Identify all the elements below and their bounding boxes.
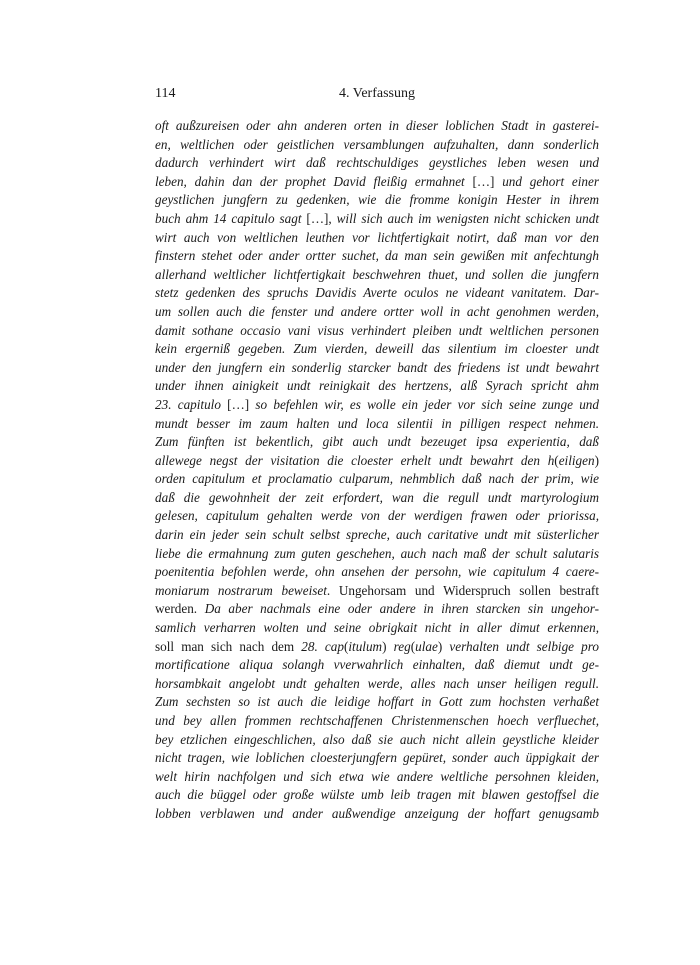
italic-text: mortificatione aliqua solangh vverwahrlich einhalten, daß diemut undt ge- xyxy=(155,657,599,673)
italic-text: samlich verharren wolten und seine obrigkait nicht in aller dimut erkennen, xyxy=(155,620,599,636)
text-line xyxy=(155,805,599,824)
roman-text: ) xyxy=(437,638,443,654)
italic-text: geystlichen jungfern zu gedenken, wie die fromme konigin Hester in ihrem xyxy=(155,192,599,208)
italic-text: buch ahm 14 capitulo sagt xyxy=(155,210,307,226)
text-line xyxy=(155,266,599,285)
roman-text: ( xyxy=(554,452,559,468)
text-line xyxy=(155,173,599,192)
italic-text: under ihnen ainigkeit undt reinigkait des hertzens, alß Syrach spricht ahm xyxy=(155,378,599,394)
text-line xyxy=(155,693,599,712)
text-line xyxy=(155,563,599,582)
italic-text: 28. cap xyxy=(301,638,344,654)
italic-text: allewege negst der visitation die cloester erhelt undt bewahrt den h xyxy=(155,452,555,468)
text-line xyxy=(155,415,599,434)
italic-text: reg xyxy=(386,638,411,654)
italic-text: itulum xyxy=(348,638,383,654)
text-line xyxy=(155,507,599,526)
text-line xyxy=(155,229,599,248)
italic-text: nicht tragen, wie loblichen cloesterjungfern gepüret, sonder auch üppigkait der xyxy=(155,750,599,766)
italic-text: stetz gedenken des spruchs Davidis Averte oculos ne videant vanitatem. Dar- xyxy=(155,285,599,301)
italic-text: dadurch verhindert wirt daß rechtschuldiges geystliches leben wesen und xyxy=(155,155,599,171)
roman-text: soll man sich nach dem xyxy=(155,638,302,654)
text-line xyxy=(155,359,599,378)
italic-text: um sollen auch die fenster und andere ortter woll in acht genohmen werden, xyxy=(155,303,599,319)
text-line xyxy=(155,600,599,619)
text-line xyxy=(155,322,599,341)
text-line xyxy=(155,210,599,229)
italic-text: damit sothane occasio vani visus verhindert pleiben undt weltlichen personen xyxy=(155,322,599,338)
italic-text: 23. capitulo xyxy=(155,396,228,412)
italic-text: Zum fünften ist bekentlich, gibt auch undt bezeuget ipsa experientia, daß xyxy=(155,434,599,450)
text-line xyxy=(155,247,599,266)
text-line xyxy=(155,545,599,564)
italic-text: horsambkait angelobt undt gehalten werde, alles nach unser heiligen regull. xyxy=(155,675,599,691)
roman-text: […] xyxy=(472,173,495,189)
italic-text: Da aber nachmals eine oder andere in ihren starcken sin ungehor- xyxy=(204,601,599,617)
italic-text: moniarum nostrarum beweiset xyxy=(155,582,327,598)
roman-text: ( xyxy=(410,638,416,654)
text-line xyxy=(155,786,599,805)
text-line xyxy=(155,340,599,359)
italic-text: und bey allen frommen rechtschaffenen Christenmenschen hoech verfluechet, xyxy=(155,713,599,728)
italic-text: daß die gewohnheit der zeit erfordert, wan die regull undt martyrologium xyxy=(155,489,599,505)
italic-text: oft außzureisen oder ahn anderen orten in dieser loblichen Stadt in gasterei- xyxy=(155,118,599,133)
text-line xyxy=(155,731,599,750)
italic-text: darin ein jeder sein schult selbst spreche, auch caritative undt mit süsterlicher xyxy=(155,527,599,543)
italic-text: en, weltlichen oder geistlichen versamblungen aufzuhalten, dann sonderlich xyxy=(155,136,599,152)
running-head: 4. Verfassung xyxy=(339,86,415,101)
text-line xyxy=(155,638,599,657)
text-line xyxy=(155,191,599,210)
roman-text: ( xyxy=(343,638,349,654)
text-line xyxy=(155,526,599,545)
italic-text: liebe die ermahnung zum guten geschehen, auch nach maß der schult salutaris xyxy=(155,545,599,561)
roman-text: ) xyxy=(594,452,599,468)
text-line xyxy=(155,768,599,787)
italic-text: finstern stehet oder ander ortter suchet, da man sein gewißen mit anfechtungh xyxy=(155,248,599,264)
text-line xyxy=(155,489,599,508)
italic-text: bey etzlichen eingeschlichen, also daß sie auch nicht allein geystliche kleider xyxy=(155,731,599,747)
body-text xyxy=(155,117,599,824)
italic-text: mundt besser im zaum halten und loca silentii in pilligen respect nehmen. xyxy=(155,415,599,431)
text-line xyxy=(155,284,599,303)
italic-text: kein ergerniß gegeben. Zum vierden, deweill das silentium im cloester undt xyxy=(155,341,599,357)
italic-text: verhalten undt selbige pro xyxy=(442,638,599,654)
roman-text: […], xyxy=(306,210,332,226)
text-line xyxy=(155,303,599,322)
text-line xyxy=(155,712,599,731)
italic-text: lobben verblawen und ander außwendige anzeigung der hoffart genugsamb xyxy=(155,805,599,821)
italic-text: ulae xyxy=(415,638,438,654)
italic-text: auch die büggel oder große wülste umb leib tragen mit blawen gestoffsel die xyxy=(155,787,599,803)
italic-text: eiligen xyxy=(558,452,595,468)
text-line xyxy=(155,656,599,675)
text-line xyxy=(155,582,599,601)
text-line xyxy=(155,433,599,452)
italic-text: gelesen, capitulum gehalten werde von der werdigen frawen oder priorissa, xyxy=(155,508,599,524)
italic-text: und gehort einer xyxy=(494,173,599,189)
italic-text: allerhand weltlicher lichtfertigkait beschwehren thuet, und sollen die jungfern xyxy=(155,266,599,282)
text-line xyxy=(155,377,599,396)
italic-text: wirt auch von weltlichen leuthen vor lichtfertigkait notirt, daß man vor den xyxy=(155,229,599,245)
italic-text: under den jungfern ein sonderlig starcker bandt des friedens ist undt bewahrt xyxy=(155,359,599,375)
text-line xyxy=(155,136,599,155)
italic-text: so befehlen wir, es wolle ein jeder vor sich seine zunge und xyxy=(249,396,599,412)
text-line xyxy=(155,154,599,173)
italic-text: leben, dahin dan der prophet David fleißig ermahnet xyxy=(155,173,473,189)
text-line xyxy=(155,470,599,489)
page-header xyxy=(155,86,599,106)
roman-text: […] xyxy=(227,396,250,412)
roman-text: ) xyxy=(382,638,387,654)
text-line xyxy=(155,396,599,415)
italic-text: Zum sechsten so ist auch die leidige hoffart in Gott zum hochsten verhaßet xyxy=(155,694,599,710)
text-line xyxy=(155,117,599,136)
page-number: 114 xyxy=(155,86,176,101)
text-line xyxy=(155,749,599,768)
italic-text: orden capitulum et proclamatio culparum, nehmblich daß nach der prim, wie xyxy=(155,471,599,487)
roman-text: werden. xyxy=(155,601,205,617)
text-line xyxy=(155,452,599,471)
italic-text: poenitentia befohlen werde, ohn ansehen der persohn, wie capitulum 4 caere- xyxy=(155,564,599,580)
italic-text: welt hirin nachfolgen und sich etwa wie andere weltliche persohnen kleiden, xyxy=(155,768,599,784)
italic-text: will sich auch im wenigsten nicht schicken undt xyxy=(331,210,599,226)
text-line xyxy=(155,675,599,694)
roman-text: . Ungehorsam und Widerspruch sollen bestraft xyxy=(326,582,599,598)
text-line xyxy=(155,619,599,638)
